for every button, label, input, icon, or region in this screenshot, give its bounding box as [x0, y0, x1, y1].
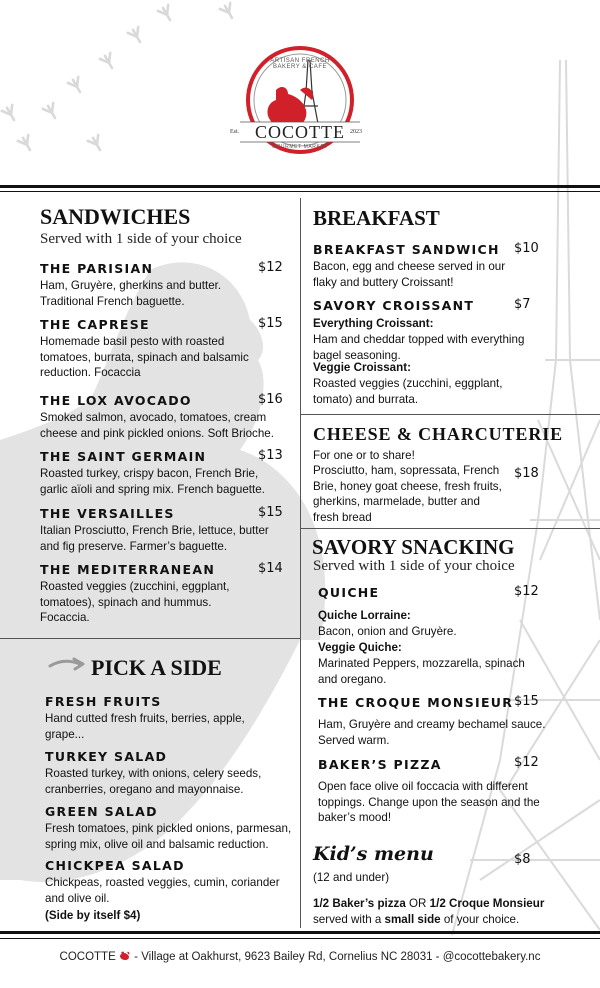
- kids-price: $8: [514, 852, 531, 867]
- side-name: GREEN SALAD: [45, 804, 158, 819]
- breakfast-sandwich-desc: Bacon, egg and cheese served in our flaky and buttery Croissant!: [313, 260, 506, 289]
- arrow-right-icon: [48, 656, 86, 672]
- snacking-divider: [300, 528, 600, 529]
- sandwiches-subtitle: Served with 1 side of your choice: [40, 231, 242, 247]
- sides-title: PICK A SIDE: [91, 655, 222, 680]
- sandwich-desc: Roasted veggies (zucchini, eggplant, tomatoes), spinach and hummus. Focaccia.: [40, 580, 230, 624]
- sandwich-desc: Homemade basil pesto with roasted tomatoes, burrata, spinach and balsamic reduction. Focaccia: [40, 335, 249, 379]
- sandwich-desc: Smoked salmon, avocado, tomatoes, cream cheese and pink pickled onions. Soft Brioche.: [40, 411, 274, 440]
- quiche-option-desc: Bacon, onion and Gruyère.: [318, 625, 457, 638]
- logo-ring-text: ARTISAN FRENCH BAKERY & CAFE: [270, 58, 330, 70]
- kids-age: (12 and under): [313, 871, 390, 884]
- sandwich-price: $16: [258, 392, 283, 407]
- logo-est-label: Est.: [230, 129, 240, 135]
- croque-desc: Ham, Gruyère and creamy bechamel sauce. Served warm.: [318, 718, 546, 747]
- kids-option-croque: 1/2 Croque Monsieur: [429, 897, 545, 910]
- side-desc: Hand cutted fresh fruits, berries, apple, grape...: [45, 712, 245, 741]
- top-rule-thin: [0, 191, 600, 192]
- side-alone-note: (Side by itself $4): [45, 909, 141, 922]
- sandwich-name: THE CAPRESE: [40, 317, 150, 332]
- sandwich-price: $14: [258, 561, 283, 576]
- croissant-option-desc: Ham and cheddar topped with everything bagel seasoning.: [313, 333, 525, 362]
- logo-brand: COCOTTE: [255, 122, 345, 142]
- quiche-name: QUICHE: [318, 585, 380, 600]
- breakfast-sandwich-price: $10: [514, 241, 539, 256]
- sandwich-name: THE PARISIAN: [40, 261, 154, 276]
- croque-name: THE CROQUE MONSIEUR: [318, 695, 514, 710]
- sandwich-price: $15: [258, 505, 283, 520]
- cheese-intro: For one or to share!: [313, 449, 415, 462]
- croissant-option-desc: Roasted veggies (zucchini, eggplant, tomato) and burrata.: [313, 377, 503, 406]
- sandwich-price: $12: [258, 260, 283, 275]
- cheese-desc: Prosciutto, ham, sopressata, French Brie, honey goat cheese, fresh fruits, gherkins, marmelade, butter and fresh bread: [313, 464, 502, 524]
- pizza-name: BAKER’S PIZZA: [318, 757, 442, 772]
- croissant-option-label: Veggie Croissant:: [313, 361, 411, 374]
- quiche-price: $12: [514, 584, 539, 599]
- footer: [0, 950, 600, 963]
- side-desc: Fresh tomatoes, pink pickled onions, parmesan, spring mix, olive oil and balsamic reduction.: [45, 822, 292, 851]
- sandwich-price: $13: [258, 448, 283, 463]
- kids-or: OR: [405, 897, 430, 910]
- sandwich-desc: Ham, Gruyère, gherkins and butter. Traditional French baguette.: [40, 279, 222, 308]
- footer-address: - Village at Oakhurst, 9623 Bailey Rd, Cornelius NC 28031 - @cocottebakery.nc: [134, 951, 541, 963]
- side-name: FRESH FRUITS: [45, 694, 162, 709]
- logo-est-year: 2023: [350, 129, 362, 135]
- quiche-option-label: Veggie Quiche:: [318, 641, 402, 654]
- sandwiches-title: SANDWICHES: [40, 204, 191, 229]
- quiche-option-desc: Marinated Peppers, mozzarella, spinach and oregano.: [318, 657, 525, 686]
- breakfast-sandwich-name: BREAKFAST SANDWICH: [313, 242, 500, 257]
- top-rule-thick: [0, 185, 600, 188]
- bottom-rule-thick: [0, 931, 600, 934]
- cheese-title: CHEESE & CHARCUTERIE: [313, 424, 564, 444]
- column-divider: [300, 198, 301, 928]
- sandwich-name: THE MEDITERRANEAN: [40, 562, 216, 577]
- quiche-option-label: Quiche Lorraine:: [318, 609, 411, 622]
- snacking-subtitle: Served with 1 side of your choice: [313, 558, 515, 574]
- side-name: CHICKPEA SALAD: [45, 858, 185, 873]
- pizza-price: $12: [514, 755, 539, 770]
- croissant-option-label: Everything Croissant:: [313, 317, 434, 330]
- sides-divider: [0, 638, 300, 639]
- sandwich-price: $15: [258, 316, 283, 331]
- savory-croissant-price: $7: [514, 297, 531, 312]
- bottom-rule-thin: [0, 938, 600, 939]
- sandwich-desc: Roasted turkey, crispy bacon, French Brie, garlic aïoli and spring mix. French baguette.: [40, 467, 265, 496]
- side-desc: Chickpeas, roasted veggies, cumin, coriander and olive oil.: [45, 876, 280, 905]
- cheese-divider: [300, 414, 600, 415]
- cocotte-logo: [226, 44, 374, 156]
- side-desc: Roasted turkey, with onions, celery seeds, cranberries, oregano and mayonnaise.: [45, 767, 262, 796]
- kids-choice: of your choice.: [440, 912, 520, 926]
- rooster-icon: [119, 950, 131, 961]
- bird-tracks-icon: [2, 3, 240, 153]
- kids-desc: [313, 896, 563, 927]
- sandwich-name: THE VERSAILLES: [40, 506, 175, 521]
- pizza-desc: Open face olive oil foccacia with different toppings. Change upon the season and the baker’s mood!: [318, 780, 540, 824]
- croque-price: $15: [514, 694, 539, 709]
- kids-option-pizza: 1/2 Baker’s pizza: [313, 897, 406, 910]
- kids-served-with: served with a: [313, 912, 385, 926]
- breakfast-title: BREAKFAST: [313, 206, 440, 230]
- savory-croissant-name: SAVORY CROISSANT: [313, 298, 475, 313]
- side-name: TURKEY SALAD: [45, 749, 168, 764]
- sandwich-name: THE SAINT GERMAIN: [40, 449, 207, 464]
- footer-brand: COCOTTE: [59, 951, 116, 963]
- cheese-price: $18: [514, 466, 539, 481]
- kids-small-side: small side: [384, 912, 441, 926]
- snacking-title: SAVORY SNACKING: [312, 535, 515, 559]
- sandwich-desc: Italian Prosciutto, French Brie, lettuce, butter and fig preserve. Farmer’s baguette.: [40, 524, 269, 553]
- sandwich-name: THE LOX AVOCADO: [40, 393, 192, 408]
- logo-tagline: GOURMET MARKET: [271, 144, 329, 150]
- kids-title: Kid’s menu: [313, 843, 434, 865]
